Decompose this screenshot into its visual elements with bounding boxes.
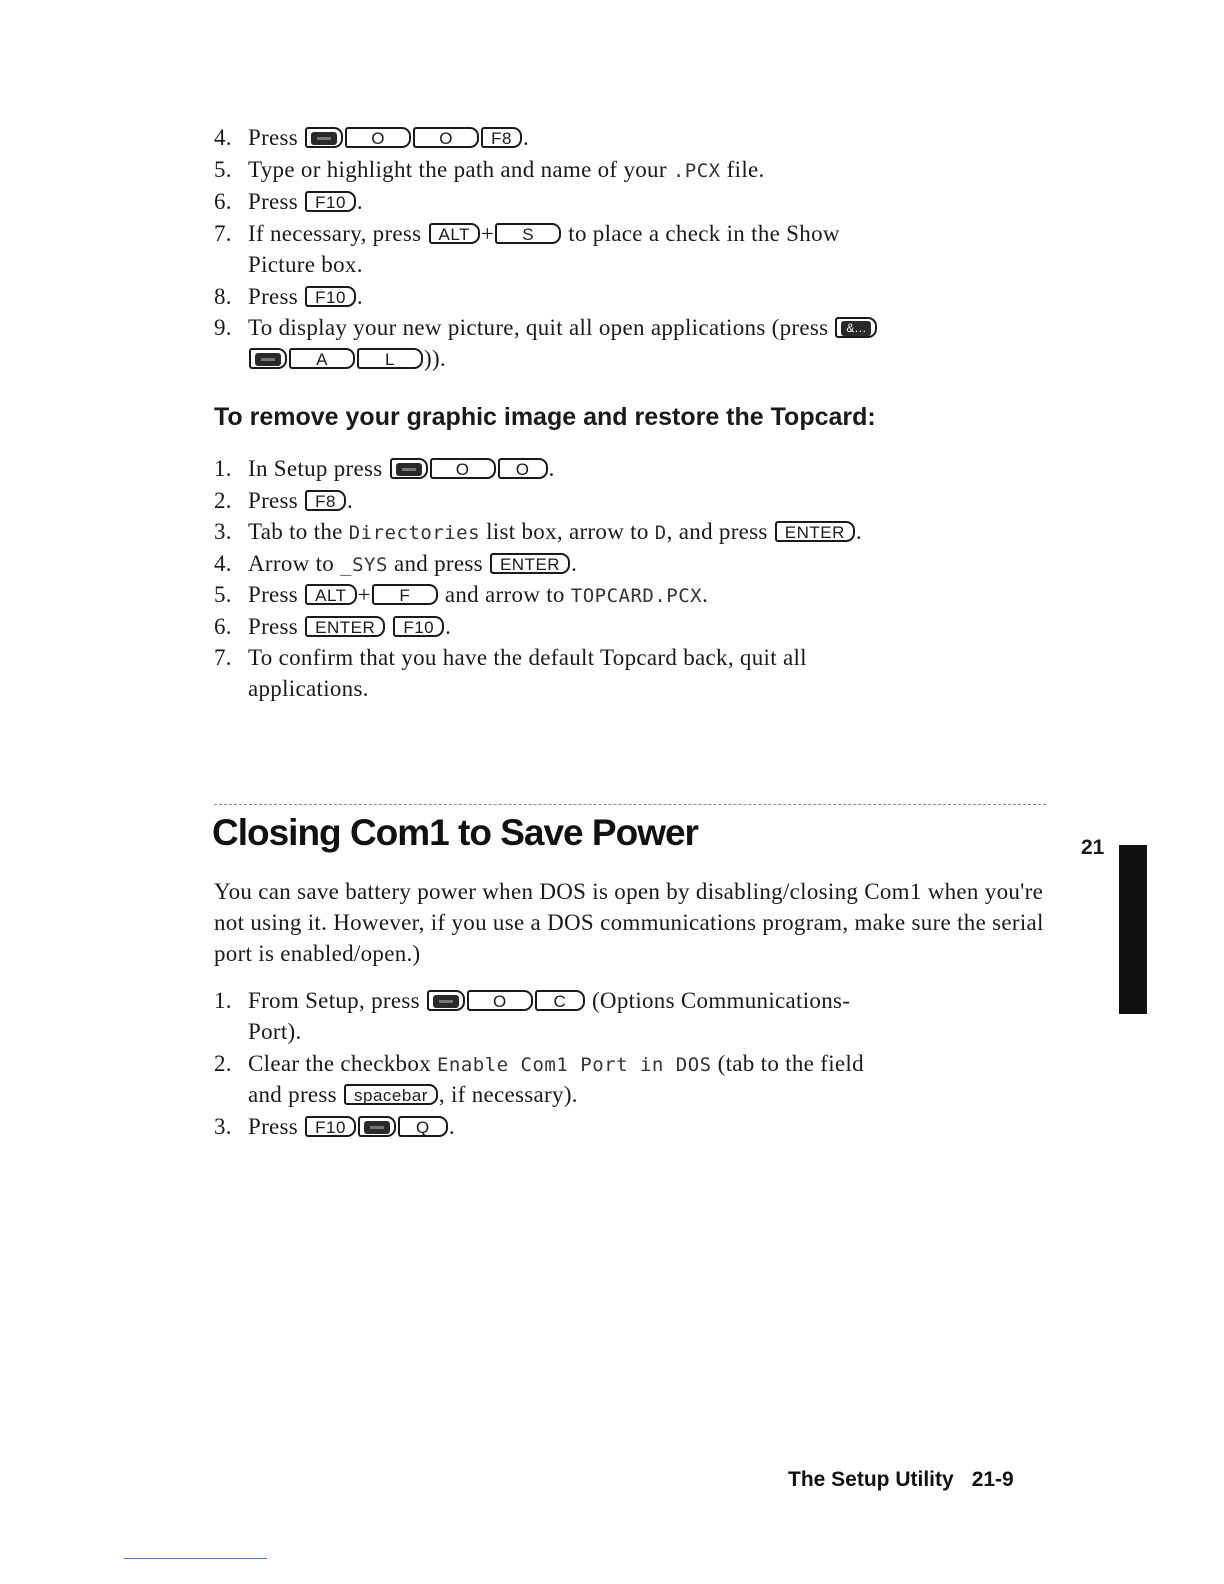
code-pcx: .PCX bbox=[672, 160, 721, 182]
code-sys: _SYS bbox=[340, 554, 388, 576]
code-d: D bbox=[654, 522, 667, 544]
menu-key-icon bbox=[305, 127, 343, 148]
menu-key-icon bbox=[427, 990, 465, 1011]
menu-key-icon bbox=[249, 348, 287, 369]
key-l: L bbox=[357, 348, 423, 369]
section-paragraph: You can save battery power when DOS is open by disabling/closing Com1 when you're not using it. However, if you use a DOS communications program, make sure the serial port is enabled/open.) bbox=[214, 879, 1044, 966]
page-footer bbox=[788, 1468, 1014, 1492]
key-f10: F10 bbox=[305, 286, 356, 307]
key-f10: F10 bbox=[393, 616, 444, 637]
key-enter: ENTER bbox=[775, 521, 855, 542]
key-o: O bbox=[467, 990, 533, 1011]
subheading: To remove your graphic image and restore the Topcard: bbox=[214, 403, 876, 431]
key-o: O bbox=[498, 458, 548, 479]
key-f8: F8 bbox=[481, 127, 522, 148]
menu-key-icon bbox=[358, 1116, 396, 1137]
key-alt: ALT bbox=[429, 223, 480, 244]
key-f10: F10 bbox=[305, 191, 356, 212]
key-c: C bbox=[535, 990, 585, 1011]
key-o: O bbox=[345, 127, 411, 148]
key-f8: F8 bbox=[305, 490, 346, 511]
key-s: S bbox=[495, 223, 561, 244]
footer-title: The Setup Utility bbox=[788, 1468, 954, 1491]
app-key-icon: &... bbox=[835, 317, 877, 338]
bottom-rule bbox=[124, 1558, 267, 1559]
key-q: Q bbox=[398, 1116, 448, 1137]
key-enter: ENTER bbox=[305, 616, 385, 637]
chapter-tab-marker bbox=[1119, 845, 1147, 1014]
key-f10: F10 bbox=[305, 1116, 356, 1137]
key-enter: ENTER bbox=[490, 553, 570, 574]
chapter-number: 21 bbox=[1081, 836, 1105, 859]
section-heading: Closing Com1 to Save Power bbox=[212, 812, 698, 853]
key-f: F bbox=[372, 584, 438, 605]
code-directories: Directories bbox=[348, 522, 481, 544]
key-o: O bbox=[413, 127, 479, 148]
code-enable-com1: Enable Com1 Port in DOS bbox=[436, 1054, 712, 1076]
menu-key-icon bbox=[390, 458, 428, 479]
page-number: 21-9 bbox=[971, 1468, 1014, 1491]
key-alt: ALT bbox=[305, 584, 356, 605]
key-a: A bbox=[289, 348, 355, 369]
key-o: O bbox=[430, 458, 496, 479]
code-topcard: TOPCARD.PCX bbox=[570, 585, 703, 607]
key-spacebar: spacebar bbox=[344, 1084, 438, 1105]
section-divider bbox=[214, 804, 1046, 805]
